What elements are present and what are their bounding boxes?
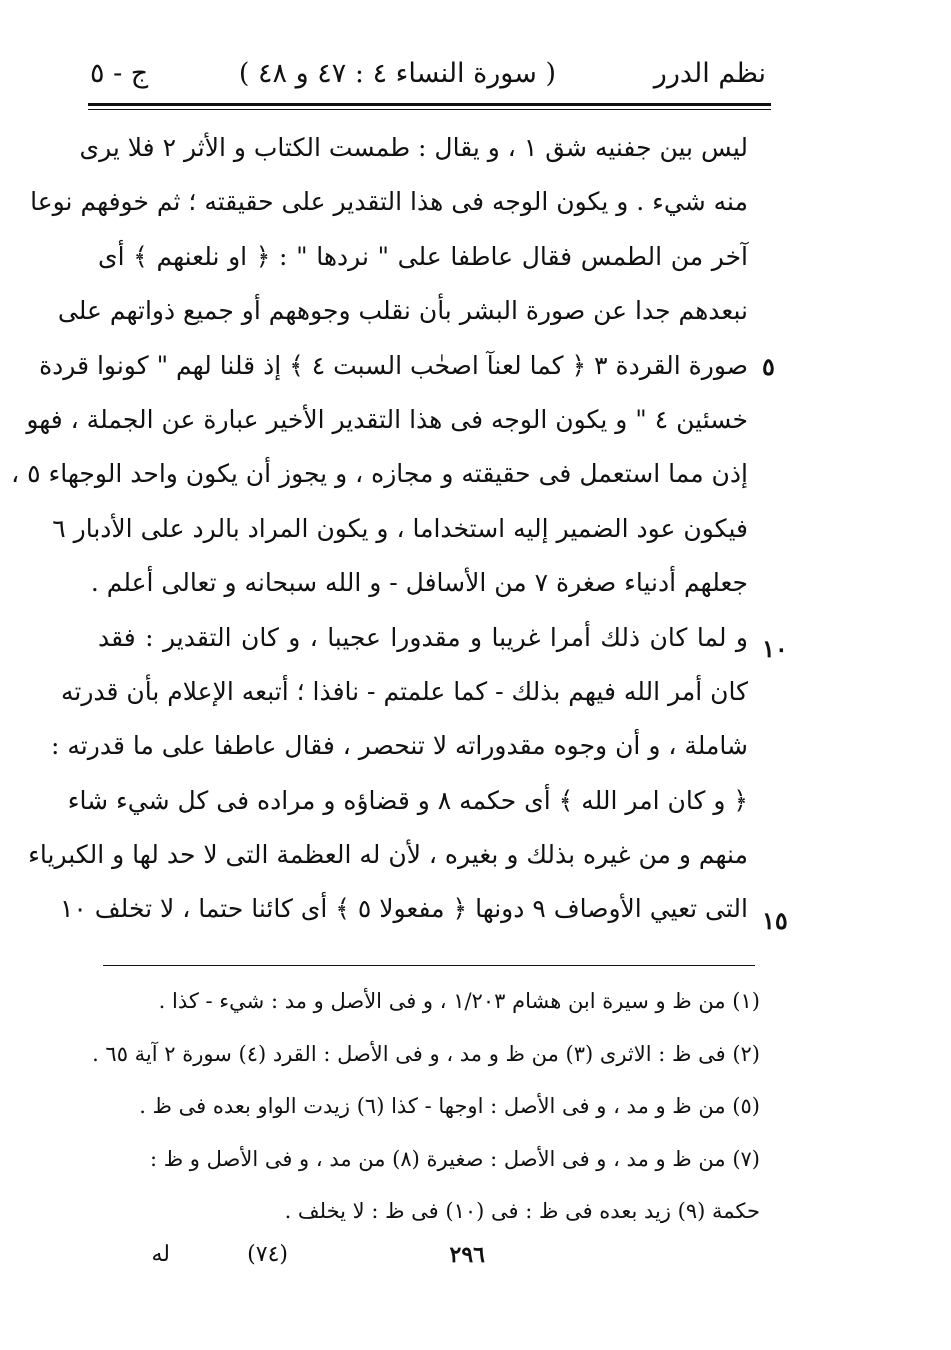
text-line: صورة القردة ٣ ﴿ كما لعنآ اصحٰب السبت ٤ ﴾ إذ قلنا لهم " كونوا قردة [39, 350, 748, 380]
text-line: التى تعيي الأوصاف ٩ دونها ﴿ مفعولا ٥ ﴾ أى كائنا حتما ، لا تخلف ١٠ [59, 894, 748, 924]
catchword: له [151, 1242, 170, 1267]
text-line: إذن مما استعمل فى حقيقته و مجازه ، و يجوز أن يكون واحد الوجهاء ٥ ، [11, 459, 748, 489]
volume-label: ج - ٥ [90, 58, 149, 89]
text-line: ليس بين جفنيه شق ١ ، و يقال : طمست الكتاب و الأثر ٢ فلا يرى [79, 133, 748, 162]
text-line: فيكون عود الضمير إليه استخداما ، و يكون المراد بالرد على الأدبار ٦ [52, 513, 748, 543]
footnote-line: حكمة (٩) زيد بعده فى ظ : فى (١٠) فى ظ : لا يخلف . [284, 1199, 760, 1223]
footnote-line: (٢) فى ظ : الاثرى (٣) من ظ و مد ، و فى الأصل : القرد (٤) سورة ٢ آية ٦٥ . [92, 1041, 760, 1066]
line-number-5: ٥ [762, 352, 775, 381]
line-number-10: ١٠ [762, 634, 788, 663]
manuscript-page-number: (٧٤) [247, 1242, 288, 1267]
running-header [90, 52, 766, 100]
footnote-line: (٥) من ظ و مد ، و فى الأصل : اوجها - كذا (٦) زيدت الواو بعده فى ظ . [139, 1094, 760, 1118]
footnote-line: (١) من ظ و سيرة ابن هشام ١/٢٠٣ ، و فى الأصل و مد : شيء - كذا . [158, 989, 760, 1013]
text-line: جعلهم أدنياء صغرة ٧ من الأسافل - و الله سبحانه و تعالى أعلم . [90, 568, 748, 598]
text-line: و لما كان ذلك أمرا غريبا و مقدورا عجيبا ، و كان التقدير : فقد [98, 622, 748, 652]
surah-reference: ( سورة النساء ٤ : ٤٧ و ٤٨ ) [238, 58, 556, 89]
footnote-divider [103, 965, 755, 966]
page-number: ٢٩٦ [449, 1242, 485, 1268]
text-line: كان أمر الله فيهم بذلك - كما علمتم - نافذا ؛ أتبعه الإعلام بأن قدرته [60, 676, 748, 706]
text-line: منهم و من غيره بذلك و بغيره ، لأن له العظمة التى لا حد لها و الكبرياء [28, 840, 748, 870]
footnotes [92, 975, 760, 1238]
text-line: آخر من الطمس فقال عاطفا على " نردها " : ﴿ او نلعنهم ﴾ أى [98, 241, 748, 271]
text-line: شاملة ، و أن وجوه مقدوراته لا تنحصر ، فقال عاطفا على ما قدرته : [51, 731, 748, 761]
text-line: ﴿ و كان امر الله ﴾ أى حكمه ٨ و قضاؤه و مراده فى كل شيء شاء [67, 785, 748, 815]
text-line: خسئين ٤ " و يكون الوجه فى هذا التقدير الأخير عبارة عن الجملة ، فهو [26, 404, 748, 434]
text-line: نبعدهم جدا عن صورة البشر بأن نقلب وجوههم أو جميع ذواتهم على [57, 296, 748, 326]
header-divider [88, 103, 771, 110]
text-line: منه شيء . و يكون الوجه فى هذا التقدير على حقيقته ؛ ثم خوفهم نوعا [30, 187, 748, 217]
main-text [11, 121, 748, 937]
book-title: نظم الدرر [653, 58, 766, 89]
line-number-15: ١٥ [762, 906, 788, 935]
footnote-line: (٧) من ظ و مد ، و فى الأصل : صغيرة (٨) من مد ، و فى الأصل و ظ : [149, 1146, 760, 1171]
